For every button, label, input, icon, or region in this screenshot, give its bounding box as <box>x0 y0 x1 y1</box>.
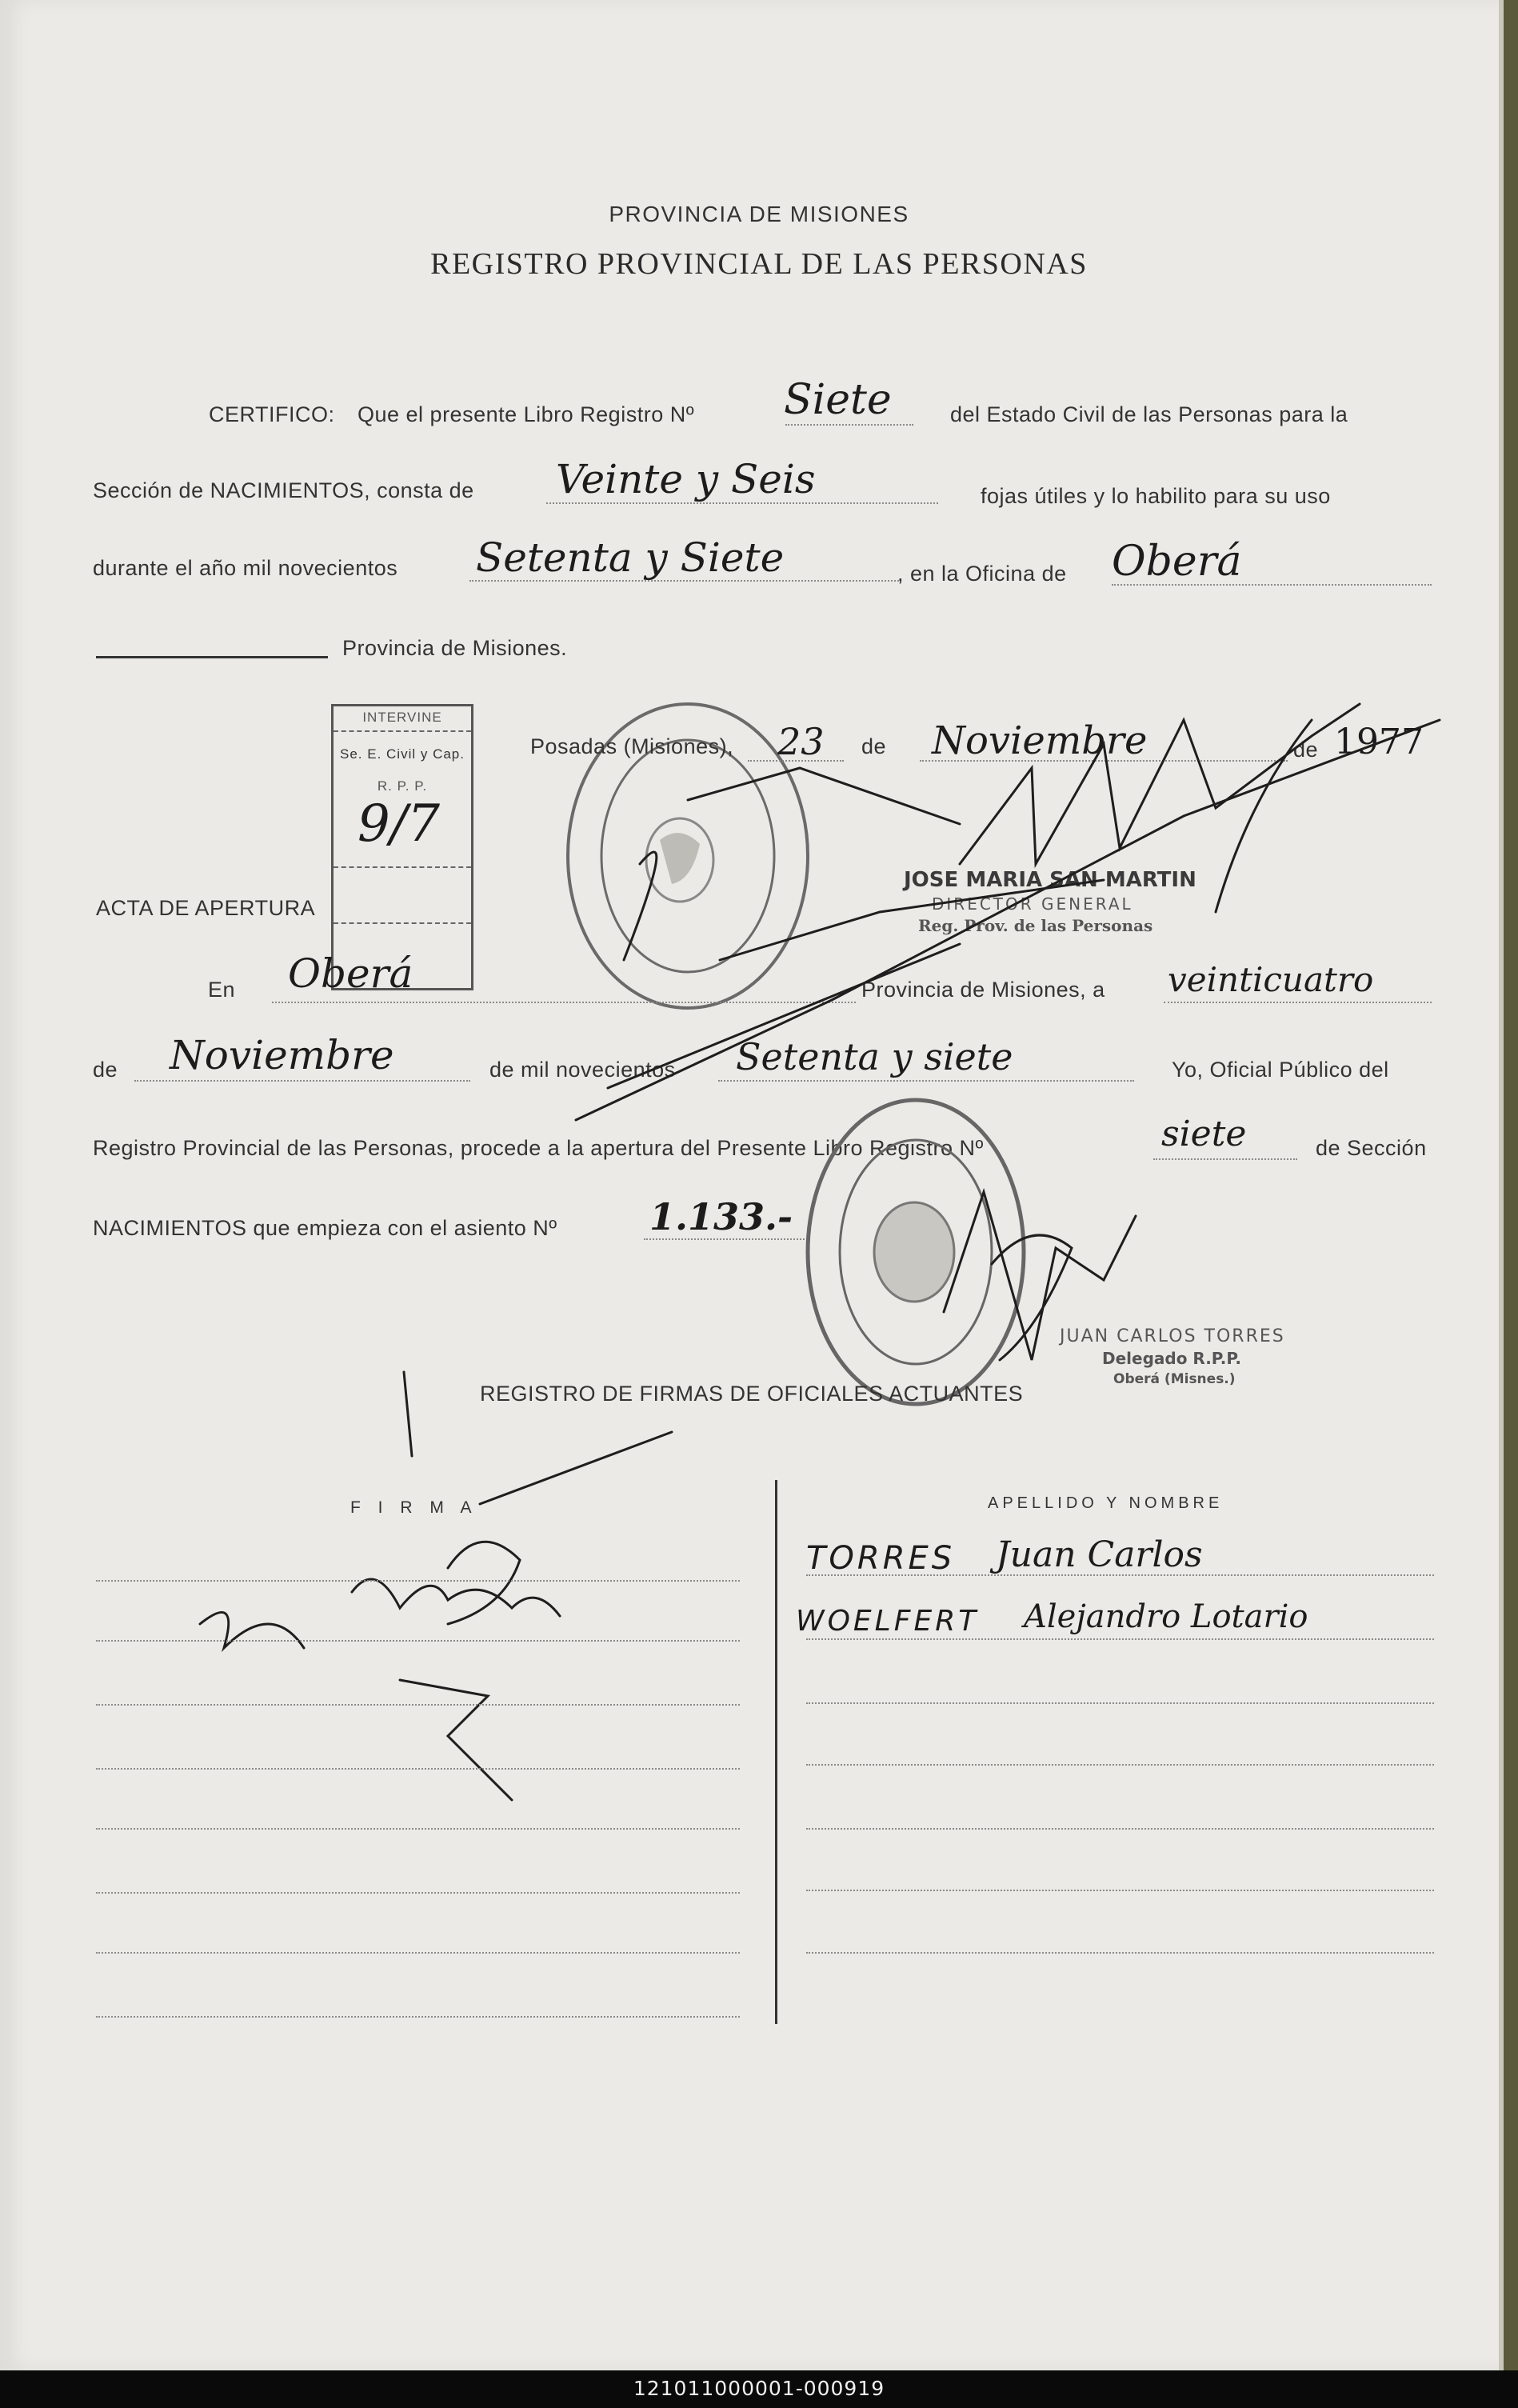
name-entry-2-given: Alejandro Lotario <box>1024 1598 1308 1635</box>
director-name: JOSE MARIA SAN MARTIN <box>904 868 1196 892</box>
durante-text: durante el año mil novecientos <box>93 556 398 580</box>
name-entry-2-surname: WOELFERT <box>796 1605 980 1638</box>
day-handwritten: 23 <box>777 720 825 763</box>
acta-place-handwritten: Oberá <box>288 950 413 997</box>
de-acta-text: de <box>93 1058 118 1082</box>
book-words-handwritten: siete <box>1161 1114 1247 1154</box>
en-text: En <box>208 978 236 1002</box>
certifico-label: CERTIFICO: <box>209 402 335 426</box>
seccion-text: Sección de NACIMIENTOS, consta de <box>93 478 474 502</box>
entry-number-handwritten: 1.133.- <box>649 1195 793 1238</box>
firma-line <box>96 1892 740 1894</box>
day-words-handwritten: veinticuatro <box>1168 960 1374 999</box>
registro-text: Registro Provincial de las Personas, procede a la apertura del Presente Libro Registro Nº <box>93 1136 984 1160</box>
firmas-heading: REGISTRO DE FIRMAS DE OFICIALES ACTUANTES <box>480 1382 1024 1406</box>
nombre-line <box>806 1702 1434 1704</box>
fojas-text: fojas útiles y lo habilito para su uso <box>981 484 1331 508</box>
stamp-line-2: Se. E. Civil y Cap. <box>340 746 465 762</box>
firma-line <box>96 2016 740 2018</box>
acta-heading: ACTA DE APERTURA <box>96 896 316 920</box>
firma-line <box>96 1580 740 1582</box>
firma-column-header: F I R M A <box>350 1498 478 1517</box>
month-handwritten: Noviembre <box>932 718 1148 763</box>
name-entry-1-surname: TORRES <box>806 1540 956 1577</box>
oficina-text: , en la Oficina de <box>897 562 1067 586</box>
acta-provincia-text: Provincia de Misiones, a <box>861 978 1105 1002</box>
mil-text: de mil novecientos <box>489 1058 676 1082</box>
de-text-2: de <box>1293 738 1319 762</box>
firma-line <box>96 1768 740 1770</box>
stamp-line-3: R. P. P. <box>377 778 428 794</box>
firma-line <box>96 1828 740 1830</box>
nombre-line <box>806 1828 1434 1830</box>
director-title: DIRECTOR GENERAL <box>932 894 1133 914</box>
document-id: 121011000001-000919 <box>633 2377 885 2400</box>
nacimientos-text: NACIMIENTOS que empieza con el asiento Nº <box>93 1216 557 1240</box>
firma-signature <box>200 1372 672 1800</box>
delegate-signature <box>944 1192 1136 1360</box>
posadas-text: Posadas (Misiones), <box>530 734 734 758</box>
certifico-text: Que el presente Libro Registro Nº <box>358 402 695 426</box>
registry-title: REGISTRO PROVINCIAL DE LAS PERSONAS <box>430 247 1088 281</box>
yo-text: Yo, Oficial Público del <box>1172 1058 1389 1082</box>
certifico-text-2: del Estado Civil de las Personas para la <box>950 402 1348 426</box>
firma-line <box>96 1640 740 1642</box>
nombre-line <box>806 1952 1434 1954</box>
director-org: Reg. Prov. de las Personas <box>918 916 1153 935</box>
stamp-mark-handwritten: 9/7 <box>358 794 440 854</box>
firma-line <box>96 1704 740 1706</box>
acta-month-handwritten: Noviembre <box>170 1032 394 1078</box>
pages-handwritten: Veinte y Seis <box>556 456 816 502</box>
nombre-line <box>806 1764 1434 1766</box>
delegate-office: Oberá (Misnes.) <box>1113 1371 1236 1387</box>
acta-year-handwritten: Setenta y siete <box>736 1035 1013 1078</box>
name-entry-1-given: Juan Carlos <box>996 1534 1203 1575</box>
book-number-handwritten: Siete <box>784 376 892 424</box>
delegate-title: Delegado R.P.P. <box>1102 1349 1241 1368</box>
director-signature <box>624 704 1360 960</box>
year-handwritten: Setenta y Siete <box>476 534 785 581</box>
firma-line <box>96 1952 740 1954</box>
year-date: 1977 <box>1334 722 1424 762</box>
provincia-text: Provincia de Misiones. <box>342 636 568 660</box>
column-divider <box>775 1480 777 2024</box>
province-title: PROVINCIA DE MISIONES <box>609 202 909 226</box>
delegate-name: JUAN CARLOS TORRES <box>1060 1326 1285 1346</box>
seccion-end-text: de Sección <box>1316 1136 1427 1160</box>
nombre-line <box>806 1890 1434 1891</box>
de-text: de <box>861 734 887 758</box>
nombre-line <box>806 1638 1434 1640</box>
acta-diagonal-strokes <box>576 720 1440 1120</box>
nombre-column-header: APELLIDO Y NOMBRE <box>988 1494 1224 1512</box>
office-handwritten: Oberá <box>1112 538 1242 586</box>
stamp-line-1: INTERVINE <box>362 710 442 725</box>
